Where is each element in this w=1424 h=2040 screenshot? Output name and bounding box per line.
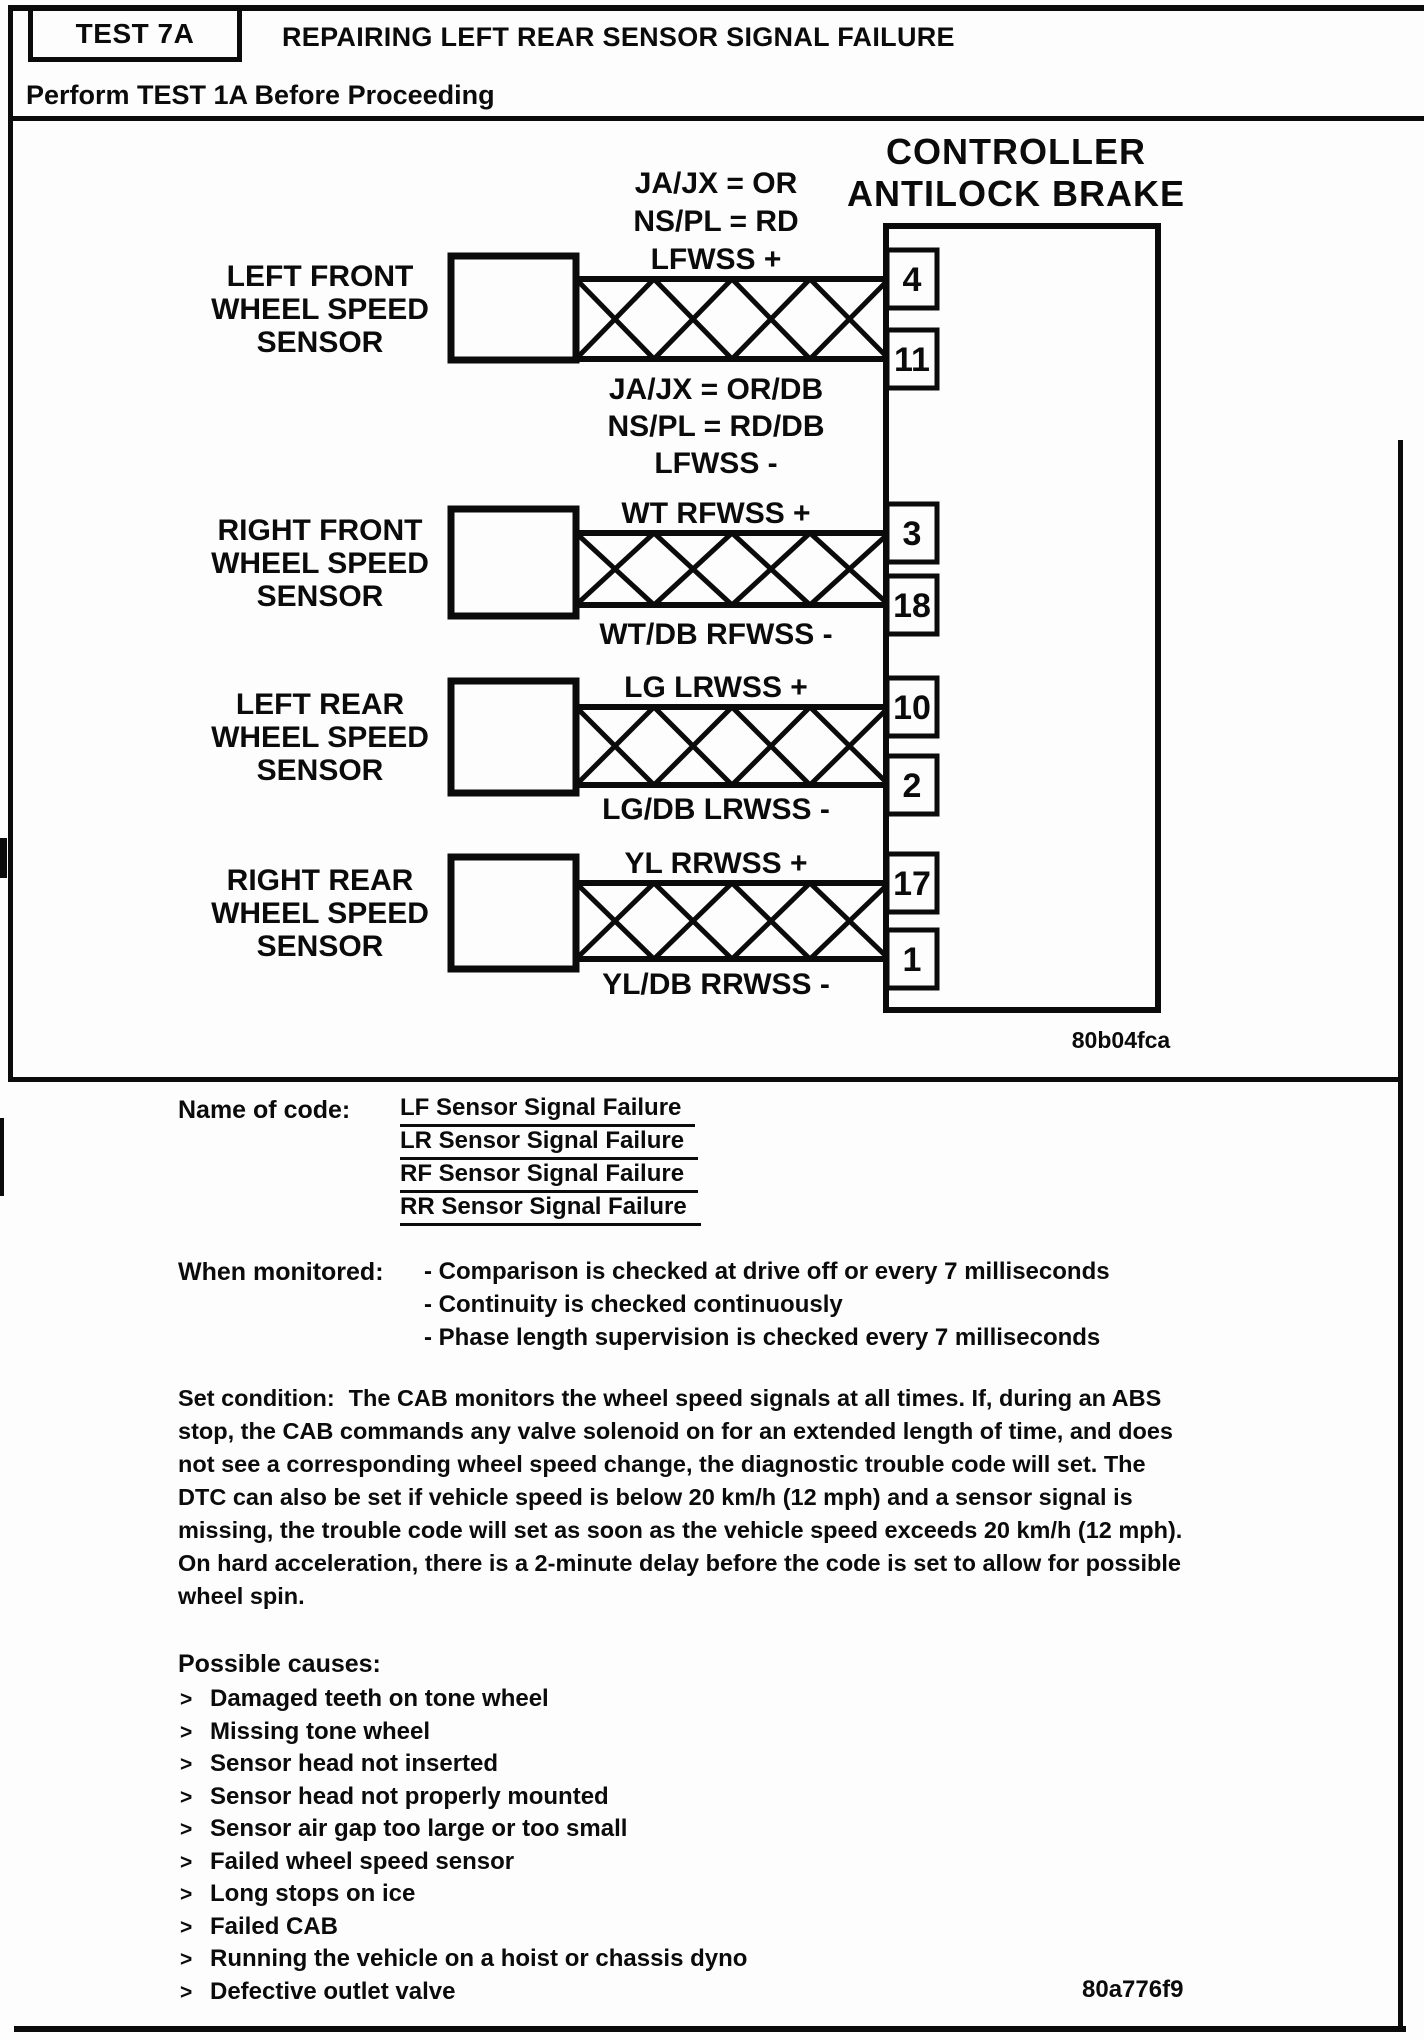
- pin-number-4: 4: [902, 261, 922, 299]
- set-condition-paragraph: [178, 1382, 1198, 1613]
- wire-label-rr-above: YL RRWSS +: [624, 847, 808, 880]
- sensor-box-rf: [451, 509, 576, 616]
- sensor-lf-name-line1: LEFT FRONT: [226, 260, 414, 293]
- sensor-box-lf: [451, 256, 576, 360]
- sensor-rr-name-line1: RIGHT REAR: [226, 864, 414, 897]
- sensor-rr-name-line2: WHEEL SPEED: [211, 897, 429, 930]
- code-name: RF Sensor Signal Failure: [400, 1160, 698, 1193]
- wire-label-lf-below3: LFWSS -: [654, 447, 778, 480]
- sensor-lr-name-line3: SENSOR: [256, 754, 384, 787]
- possible-causes-label: Possible causes:: [178, 1650, 381, 1678]
- page-id: 80a776f9: [1082, 1976, 1184, 2003]
- sensor-rf-name-line3: SENSOR: [256, 580, 384, 613]
- pin-number-2: 2: [902, 767, 922, 805]
- sensor-rf-name-line2: WHEEL SPEED: [211, 547, 429, 580]
- possible-cause-item: Damaged teeth on tone wheel: [210, 1685, 549, 1712]
- set-condition-text: The CAB monitors the wheel speed signals at all times. If, during an ABS stop, the CAB commands any valve solenoid on for an extended length of time, and does not see a corresponding wheel speed change, the diagnostic trouble code will set. The DTC can also be set if vehicle speed is below 20 km/h (12 mph) and a sensor signal is missing, the trouble code will set as soon as the vehicle speed exceeds 20 km/h (12 mph). On hard acceleration, there is a 2-minute delay before the code is set to allow for possible wheel spin.: [178, 1385, 1183, 1609]
- cause-bullet: >: [180, 1786, 193, 1809]
- wire-label-rf-below: WT/DB RFWSS -: [599, 618, 833, 651]
- pin-number-18: 18: [893, 587, 931, 625]
- sensor-lf-name-line2: WHEEL SPEED: [211, 293, 429, 326]
- sensor-rr-name-line3: SENSOR: [256, 930, 384, 963]
- sensor-rf-name-line1: RIGHT FRONT: [217, 514, 423, 547]
- page-title: REPAIRING LEFT REAR SENSOR SIGNAL FAILURE: [282, 22, 955, 52]
- possible-cause-item: Sensor head not inserted: [210, 1750, 499, 1777]
- wire-label-lf-below2: NS/PL = RD/DB: [607, 410, 825, 443]
- wire-label-lr-above: LG LRWSS +: [624, 671, 808, 704]
- sensor-box-lr: [451, 681, 576, 793]
- wire-label-lf-above2: NS/PL = RD: [633, 205, 799, 238]
- possible-cause-item: Sensor air gap too large or too small: [210, 1815, 628, 1842]
- when-monitored-item: - Comparison is checked at drive off or every 7 milliseconds: [424, 1258, 1110, 1285]
- pin-number-1: 1: [902, 941, 922, 979]
- cause-bullet: >: [180, 1981, 193, 2004]
- code-name: LF Sensor Signal Failure: [400, 1094, 695, 1127]
- cause-bullet: >: [180, 1851, 193, 1874]
- wire-label-lf-above3: LFWSS +: [650, 243, 782, 276]
- wire-label-lr-below: LG/DB LRWSS -: [602, 793, 830, 826]
- wire-label-rr-below: YL/DB RRWSS -: [602, 968, 830, 1001]
- sensor-lf-name-line3: SENSOR: [256, 326, 384, 359]
- cause-bullet: >: [180, 1688, 193, 1711]
- controller-title-line2: ANTILOCK BRAKE: [847, 173, 1185, 214]
- cause-bullet: >: [180, 1721, 193, 1744]
- scan-artifact: [0, 1118, 4, 1196]
- scan-artifact: [0, 838, 7, 878]
- wiring-diagram: [8, 120, 1403, 1078]
- cause-bullet: >: [180, 1916, 193, 1939]
- pin-number-17: 17: [893, 865, 931, 903]
- possible-cause-item: Long stops on ice: [210, 1880, 416, 1907]
- possible-cause-item: Failed CAB: [210, 1913, 339, 1940]
- page-subtitle: Perform TEST 1A Before Proceeding: [26, 80, 495, 110]
- sensor-lr-name-line1: LEFT REAR: [235, 688, 405, 721]
- pin-number-11: 11: [894, 341, 930, 379]
- twisted-pair-rf: [576, 533, 889, 605]
- possible-cause-item: Defective outlet valve: [210, 1978, 456, 2005]
- possible-cause-item: Running the vehicle on a hoist or chassis dyno: [210, 1945, 748, 1972]
- pin-number-10: 10: [893, 689, 931, 727]
- set-condition-label: Set condition:: [178, 1385, 335, 1411]
- when-monitored-label: When monitored:: [178, 1258, 384, 1286]
- when-monitored-item: - Continuity is checked continuously: [424, 1291, 843, 1318]
- sensor-box-rr: [451, 857, 576, 969]
- test-number-label: TEST 7A: [75, 18, 195, 49]
- sensor-lr-name-line2: WHEEL SPEED: [211, 721, 429, 754]
- cause-bullet: >: [180, 1818, 193, 1841]
- controller-title-line1: CONTROLLER: [886, 131, 1146, 172]
- border-bottom: [14, 2026, 1406, 2032]
- wire-label-lf-below1: JA/JX = OR/DB: [608, 373, 824, 406]
- possible-cause-item: Failed wheel speed sensor: [210, 1848, 515, 1875]
- code-name: LR Sensor Signal Failure: [400, 1127, 698, 1160]
- when-monitored-item: - Phase length supervision is checked every 7 milliseconds: [424, 1324, 1101, 1351]
- test-number-box: [28, 6, 242, 62]
- cause-bullet: >: [180, 1948, 193, 1971]
- figure-id: 80b04fca: [1071, 1027, 1171, 1053]
- pin-number-3: 3: [902, 515, 922, 553]
- cause-bullet: >: [180, 1753, 193, 1776]
- twisted-pair-lr: [576, 707, 889, 785]
- wire-label-lf-above1: JA/JX = OR: [634, 167, 798, 200]
- twisted-pair-lf: [576, 279, 889, 359]
- twisted-pair-rr: [576, 883, 889, 959]
- possible-cause-item: Missing tone wheel: [210, 1718, 431, 1745]
- wire-label-rf-above: WT RFWSS +: [621, 497, 811, 530]
- code-name: RR Sensor Signal Failure: [400, 1193, 701, 1226]
- possible-cause-item: Sensor head not properly mounted: [210, 1783, 609, 1810]
- cause-bullet: >: [180, 1883, 193, 1906]
- name-of-code-label: Name of code:: [178, 1096, 351, 1124]
